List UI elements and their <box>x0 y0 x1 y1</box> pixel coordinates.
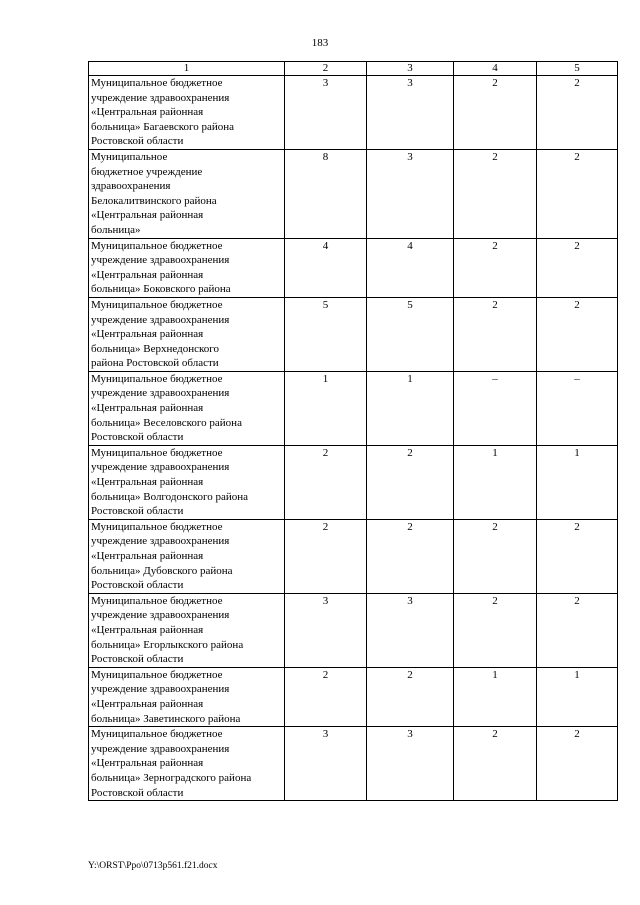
institution-name-line: «Центральная районная <box>91 476 204 489</box>
institution-name-line: Муниципальное бюджетное <box>91 594 223 607</box>
column-header-2: 2 <box>285 62 367 76</box>
value-cell-col2: 2 <box>285 445 367 519</box>
institution-name-line: учреждение здравоохранения <box>91 387 230 400</box>
value-cell-col5: 2 <box>537 238 618 297</box>
value-cell-col5: 2 <box>537 727 618 801</box>
institution-name-line: больница» Волгодонского района <box>91 490 249 503</box>
value-cell-col3: 3 <box>367 149 454 238</box>
value-cell-col2: 3 <box>285 76 367 150</box>
institution-name-line: Белокалитвинского района <box>91 194 217 207</box>
institution-name-line: района Ростовской области <box>91 357 219 370</box>
institution-name-line: больница» Верхнедонского <box>91 342 219 355</box>
page-number: 183 <box>311 37 329 49</box>
institution-name-cell <box>89 519 285 593</box>
value-cell-col4: 1 <box>454 667 537 726</box>
institution-name-line: больница» Боковского района <box>91 283 231 296</box>
value-cell-col2: 2 <box>285 519 367 593</box>
institution-name-line: «Центральная районная <box>91 268 204 281</box>
value-cell-col5: 2 <box>537 593 618 667</box>
value-cell-col3: 5 <box>367 297 454 371</box>
institution-name-line: учреждение здравоохранения <box>91 609 230 622</box>
institution-name-line: Ростовской области <box>91 505 184 518</box>
value-cell-col4: 2 <box>454 149 537 238</box>
institution-name-line: учреждение здравоохранения <box>91 683 230 696</box>
institution-name-line: Муниципальное бюджетное <box>91 298 223 311</box>
institution-name-line: Муниципальное бюджетное <box>91 520 223 533</box>
institution-name-line: Ростовской области <box>91 786 184 799</box>
table-row <box>89 371 618 445</box>
institution-name-line: учреждение здравоохранения <box>91 313 230 326</box>
value-cell-col3: 2 <box>367 667 454 726</box>
value-cell-col2: 3 <box>285 727 367 801</box>
value-cell-col3: 3 <box>367 727 454 801</box>
institution-name-line: учреждение здравоохранения <box>91 91 230 104</box>
table-row <box>89 519 618 593</box>
institution-name-line: «Центральная районная <box>91 106 204 119</box>
institution-name-line: Муниципальное бюджетное <box>91 728 223 741</box>
institution-name-line: «Центральная районная <box>91 623 204 636</box>
institution-name-cell <box>89 149 285 238</box>
institution-name-line: больница» Заветинского района <box>91 712 241 725</box>
footer-file-path: Y:\ORST\Ppo\0713p561.f21.docx <box>88 861 218 871</box>
value-cell-col4: 2 <box>454 238 537 297</box>
institution-name-line: Ростовской области <box>91 135 184 148</box>
institution-name-line: Ростовской области <box>91 431 184 444</box>
value-cell-col3: 3 <box>367 593 454 667</box>
institution-name-cell <box>89 297 285 371</box>
institution-name-line: больница» Веселовского района <box>91 416 242 429</box>
data-table <box>88 61 618 801</box>
table-row <box>89 727 618 801</box>
value-cell-col5: 2 <box>537 76 618 150</box>
value-cell-col5: 2 <box>537 149 618 238</box>
value-cell-col2: 4 <box>285 238 367 297</box>
value-cell-col2: 2 <box>285 667 367 726</box>
table-row <box>89 445 618 519</box>
institution-name-cell <box>89 593 285 667</box>
institution-name-line: больница» Дубовского района <box>91 564 233 577</box>
institution-name-line: «Центральная районная <box>91 209 204 222</box>
value-cell-col5: – <box>537 371 618 445</box>
column-header-1: 1 <box>89 62 285 76</box>
table-row <box>89 667 618 726</box>
value-cell-col2: 1 <box>285 371 367 445</box>
value-cell-col4: 2 <box>454 727 537 801</box>
institution-name-line: «Центральная районная <box>91 550 204 562</box>
institution-name-line: Ростовской области <box>91 653 184 666</box>
table-row <box>89 593 618 667</box>
value-cell-col4: 2 <box>454 297 537 371</box>
value-cell-col3: 1 <box>367 371 454 445</box>
institution-name-line: здравоохранения <box>91 180 171 193</box>
institution-name-line: учреждение здравоохранения <box>91 254 230 267</box>
institution-name-line: больница» Егорлыкского района <box>91 638 244 651</box>
value-cell-col4: 1 <box>454 445 537 519</box>
institution-name-cell <box>89 238 285 297</box>
table-row <box>89 238 618 297</box>
column-header-3: 3 <box>367 62 454 76</box>
header-row <box>89 62 618 76</box>
institution-name-cell <box>89 445 285 519</box>
value-cell-col2: 5 <box>285 297 367 371</box>
column-header-5: 5 <box>537 62 618 76</box>
institution-name-line: Муниципальное бюджетное <box>91 239 223 252</box>
institution-name-cell <box>89 371 285 445</box>
value-cell-col5: 2 <box>537 519 618 593</box>
value-cell-col4: 2 <box>454 519 537 593</box>
table-row <box>89 297 618 371</box>
institution-name-line: «Центральная районная <box>91 757 204 770</box>
institution-name-line: больница» <box>91 223 141 236</box>
institution-name-line: бюджетное учреждение <box>91 165 203 178</box>
institution-name-line: Муниципальное бюджетное <box>91 77 223 89</box>
institution-name-line: Муниципальное бюджетное <box>91 372 223 385</box>
institution-name-cell <box>89 76 285 150</box>
value-cell-col5: 1 <box>537 667 618 726</box>
value-cell-col2: 8 <box>285 149 367 238</box>
institution-name-line: Муниципальное бюджетное <box>91 446 223 459</box>
value-cell-col4: 2 <box>454 593 537 667</box>
value-cell-col5: 1 <box>537 445 618 519</box>
institution-name-line: Муниципальное <box>91 150 168 163</box>
institution-name-line: больница» Зерноградского района <box>91 771 252 784</box>
institution-name-line: Ростовской области <box>91 579 184 592</box>
value-cell-col3: 2 <box>367 445 454 519</box>
value-cell-col4: 2 <box>454 76 537 150</box>
institution-name-cell <box>89 667 285 726</box>
value-cell-col5: 2 <box>537 297 618 371</box>
table-row <box>89 76 618 150</box>
institution-name-line: больница» Багаевского района <box>91 120 235 133</box>
table-row <box>89 149 618 238</box>
value-cell-col3: 3 <box>367 76 454 150</box>
value-cell-col4: – <box>454 371 537 445</box>
institution-name-line: Муниципальное бюджетное <box>91 668 223 681</box>
institution-name-line: «Центральная районная <box>91 328 204 341</box>
institution-name-line: учреждение здравоохранения <box>91 461 230 474</box>
institution-name-line: учреждение здравоохранения <box>91 535 230 548</box>
value-cell-col3: 2 <box>367 519 454 593</box>
institution-name-cell <box>89 727 285 801</box>
value-cell-col2: 3 <box>285 593 367 667</box>
institution-name-line: «Центральная районная <box>91 402 204 415</box>
institution-name-line: учреждение здравоохранения <box>91 742 230 755</box>
column-header-4: 4 <box>454 62 537 76</box>
value-cell-col3: 4 <box>367 238 454 297</box>
institution-name-line: «Центральная районная <box>91 697 204 710</box>
